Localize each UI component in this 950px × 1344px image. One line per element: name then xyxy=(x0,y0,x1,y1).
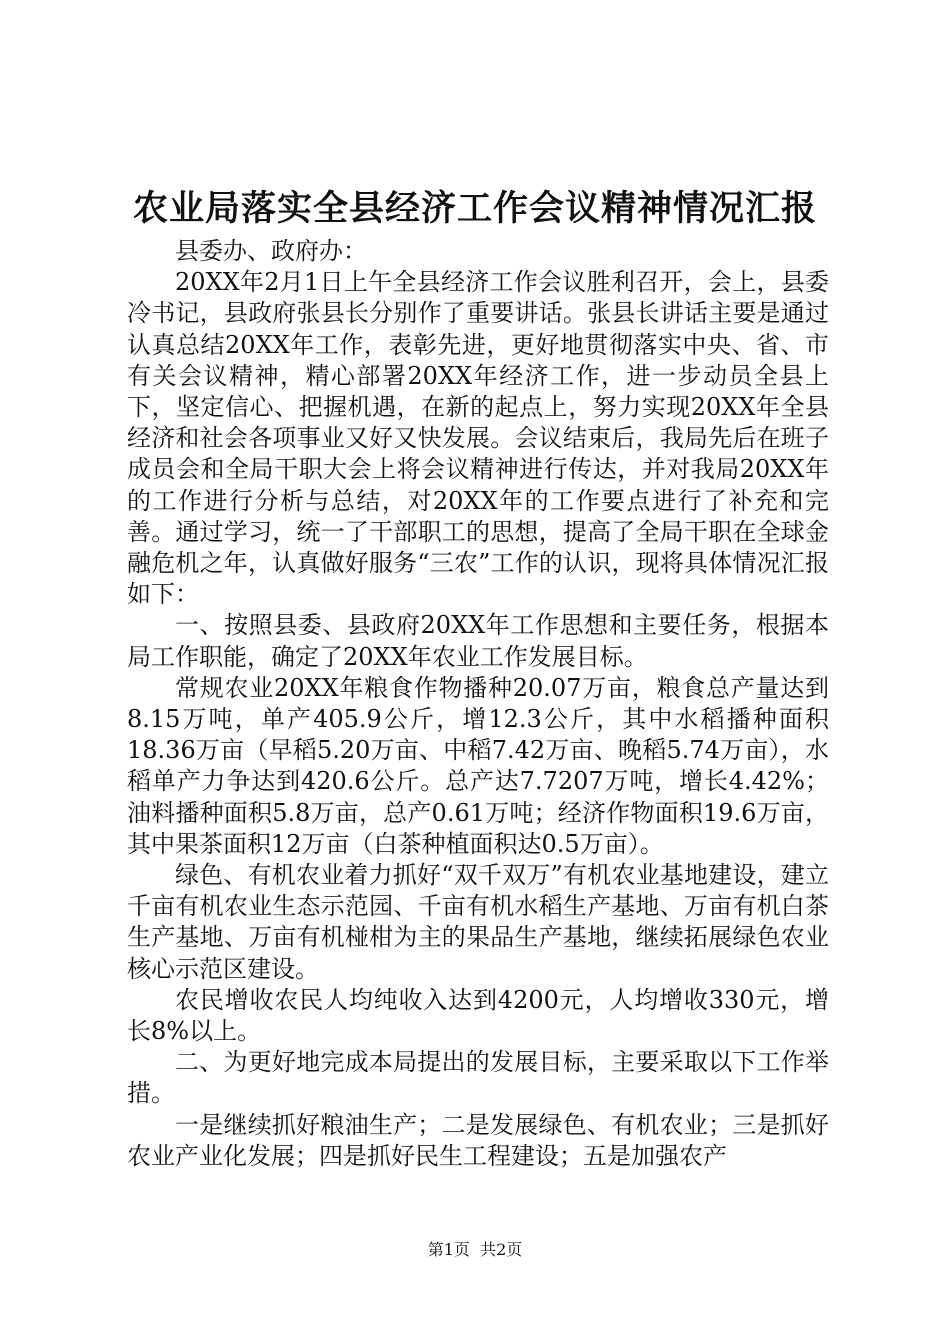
paragraph-green-organic-agriculture: 绿色、有机农业着力抓好“双千双万”有机农业基地建设，建立千亩有机农业生态示范园、千亩有机水稻生产基地、万亩有机白茶生产基地、万亩有机椪柑为主的果品生产基地，继续拓展绿色农业核心示范区建设。 xyxy=(127,861,829,983)
paragraph-section-2: 二、为更好地完成本局提出的发展目标，主要采取以下工作举措。 xyxy=(127,1048,829,1108)
paragraph-measures: 一是继续抓好粮油生产；二是发展绿色、有机农业；三是抓好农业产业化发展；四是抓好民生工程建设；五是加强农产 xyxy=(127,1110,829,1170)
paragraph-conventional-agriculture: 常规农业20XX年粮食作物播种20.07万亩，粮食总产量达到8.15万吨，单产405.9公斤，增12.3公斤，其中水稻播种面积18.36万亩（早稻5.20万亩、中稻7.42万亩、晚稻5.74万亩），水稻单产力争达到420.6公斤。总产达7.7207万吨，增长4.42%；油料播种面积5.8万亩，总产0.61万吨；经济作物面积19.6万亩，其中果茶面积12万亩（白茶种植面积达0.5万亩）。 xyxy=(127,673,829,858)
page-footer xyxy=(0,1240,950,1260)
paragraph-farmer-income: 农民增收农民人均纯收入达到4200元，人均增收330元，增长8%以上。 xyxy=(127,985,829,1046)
document-body xyxy=(127,236,829,1172)
page-number-label: 第1页 共2页 xyxy=(427,1240,523,1259)
document-title: 农业局落实全县经济工作会议精神情况汇报 xyxy=(132,188,817,229)
salutation: 县委办、政府办： xyxy=(175,237,367,265)
paragraph-section-1: 一、按照县委、县政府20XX年工作思想和主要任务，根据本局工作职能，确定了20XX年农业工作发展目标。 xyxy=(127,611,829,671)
paragraph-intro: 20XX年2月1日上午全县经济工作会议胜利召开，会上，县委冷书记，县政府张县长分别作了重要讲话。张县长讲话主要是通过认真总结20XX年工作，表彰先进，更好地贯彻落实中央、省、市有关会议精神，精心部署20XX年经济工作，进一步动员全县上下，坚定信心、把握机遇，在新的起点上，努力实现20XX年全县经济和社会各项事业又好又快发展。会议结束后，我局先后在班子成员会和全局干职大会上将会议精神进行传达，并对我局20XX年的工作进行分析与总结，对20XX年的工作要点进行了补充和完善。通过学习，统一了干部职工的思想，提高了全局干职在全球金融危机之年，认真做好服务“三农”工作的认识，现将具体情况汇报如下： xyxy=(127,268,829,609)
